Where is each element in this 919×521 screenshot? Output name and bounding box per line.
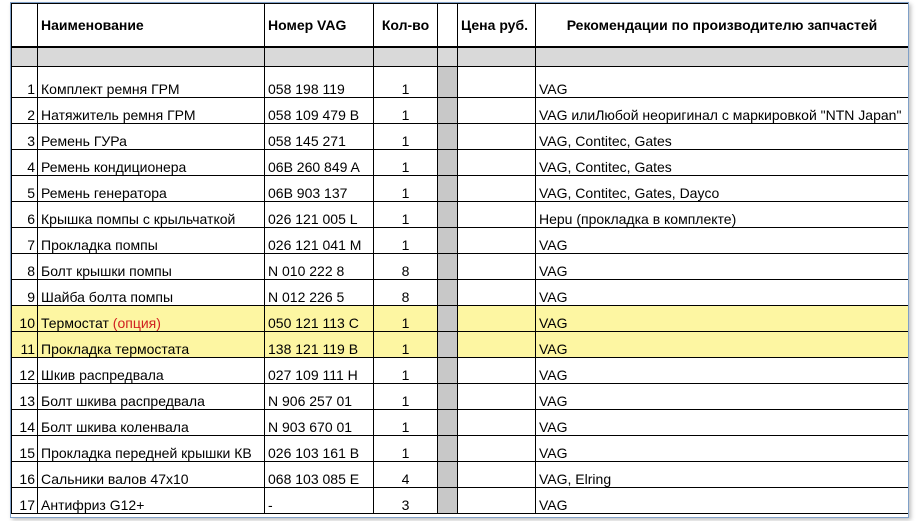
quantity: 8 xyxy=(374,254,438,280)
vag-number: 027 109 111 H xyxy=(265,358,374,384)
quantity: 1 xyxy=(374,202,438,228)
row-number: 15 xyxy=(12,436,38,462)
price-cell xyxy=(458,67,536,98)
row-number: 11 xyxy=(12,332,38,358)
gray-cell xyxy=(438,436,458,462)
vag-number: N 010 222 8 xyxy=(265,254,374,280)
gray-cell xyxy=(438,306,458,332)
gray-cell xyxy=(438,202,458,228)
recommendation: VAG xyxy=(536,67,909,98)
recommendation: Hepu (прокладка в комплекте) xyxy=(536,202,909,228)
vag-number: 06B 903 137 xyxy=(265,176,374,202)
table-row xyxy=(12,462,909,488)
gray-cell xyxy=(438,488,458,514)
price-cell xyxy=(458,384,536,410)
vag-number: - xyxy=(265,488,374,514)
price-cell xyxy=(458,176,536,202)
price-cell xyxy=(458,488,536,514)
part-name: Прокладка передней крышки КВ xyxy=(38,436,265,462)
row-number: 5 xyxy=(12,176,38,202)
part-name xyxy=(38,306,265,332)
header-index xyxy=(12,4,38,48)
recommendation: VAG xyxy=(536,332,909,358)
table-row xyxy=(12,124,909,150)
part-name: Натяжитель ремня ГРМ xyxy=(38,98,265,124)
row-number: 12 xyxy=(12,358,38,384)
quantity: 1 xyxy=(374,306,438,332)
part-name: Антифриз G12+ xyxy=(38,488,265,514)
table-row xyxy=(12,228,909,254)
gray-cell xyxy=(438,176,458,202)
vag-number: 026 121 005 L xyxy=(265,202,374,228)
quantity: 1 xyxy=(374,150,438,176)
quantity: 8 xyxy=(374,280,438,306)
spacer-row xyxy=(12,47,909,67)
row-number: 2 xyxy=(12,98,38,124)
table-row xyxy=(12,410,909,436)
recommendation: VAG xyxy=(536,358,909,384)
recommendation: VAG xyxy=(536,306,909,332)
recommendation: VAG xyxy=(536,228,909,254)
part-name: Болт шкива распредвала xyxy=(38,384,265,410)
price-cell xyxy=(458,150,536,176)
recommendation: VAG xyxy=(536,410,909,436)
quantity: 1 xyxy=(374,332,438,358)
price-cell xyxy=(458,98,536,124)
price-cell xyxy=(458,254,536,280)
header-qty: Кол-во xyxy=(374,4,438,48)
table-row xyxy=(12,150,909,176)
header-vag-number: Номер VAG xyxy=(265,4,374,48)
header-gray-column xyxy=(438,4,458,48)
row-number: 1 xyxy=(12,67,38,98)
vag-number: 138 121 119 B xyxy=(265,332,374,358)
recommendation: VAG, Contitec, Gates xyxy=(536,150,909,176)
table-row xyxy=(12,254,909,280)
row-number: 13 xyxy=(12,384,38,410)
price-cell xyxy=(458,462,536,488)
vag-number: 026 121 041 M xyxy=(265,228,374,254)
row-number: 3 xyxy=(12,124,38,150)
price-cell xyxy=(458,306,536,332)
table-row xyxy=(12,436,909,462)
row-number: 9 xyxy=(12,280,38,306)
price-cell xyxy=(458,228,536,254)
quantity: 1 xyxy=(374,410,438,436)
header-row xyxy=(12,4,909,48)
part-name: Ремень ГУРа xyxy=(38,124,265,150)
row-number: 14 xyxy=(12,410,38,436)
price-cell xyxy=(458,358,536,384)
part-name-text: Термостат xyxy=(41,315,113,331)
table-row xyxy=(12,176,909,202)
vag-number: N 903 670 01 xyxy=(265,410,374,436)
recommendation: VAG xyxy=(536,280,909,306)
gray-cell xyxy=(438,410,458,436)
option-note: (опция) xyxy=(112,315,161,331)
gray-cell xyxy=(438,254,458,280)
part-name: Прокладка термостата xyxy=(38,332,265,358)
part-name: Болт шкива коленвала xyxy=(38,410,265,436)
price-cell xyxy=(458,332,536,358)
part-name: Болт крышки помпы xyxy=(38,254,265,280)
vag-number: N 906 257 01 xyxy=(265,384,374,410)
price-cell xyxy=(458,436,536,462)
part-name: Сальники валов 47x10 xyxy=(38,462,265,488)
header-price: Цена руб. xyxy=(458,4,536,48)
gray-cell xyxy=(438,332,458,358)
table-row xyxy=(12,280,909,306)
recommendation: VAG, Contitec, Gates xyxy=(536,124,909,150)
row-number: 8 xyxy=(12,254,38,280)
row-number: 4 xyxy=(12,150,38,176)
quantity: 1 xyxy=(374,436,438,462)
spreadsheet-frame xyxy=(10,2,909,518)
table-row xyxy=(12,98,909,124)
table-row xyxy=(12,202,909,228)
gray-cell xyxy=(438,67,458,98)
price-cell xyxy=(458,124,536,150)
recommendation: VAG, Contitec, Gates, Dayco xyxy=(536,176,909,202)
table-row xyxy=(12,306,909,332)
parts-table xyxy=(11,3,909,514)
header-name: Наименование xyxy=(38,4,265,48)
quantity: 4 xyxy=(374,462,438,488)
gray-cell xyxy=(438,280,458,306)
quantity: 1 xyxy=(374,98,438,124)
gray-cell xyxy=(438,228,458,254)
quantity: 1 xyxy=(374,228,438,254)
table-row xyxy=(12,488,909,514)
part-name: Шайба болта помпы xyxy=(38,280,265,306)
price-cell xyxy=(458,410,536,436)
table-row xyxy=(12,332,909,358)
recommendation: VAG xyxy=(536,384,909,410)
vag-number: 026 103 161 B xyxy=(265,436,374,462)
quantity: 1 xyxy=(374,176,438,202)
part-name: Ремень кондиционера xyxy=(38,150,265,176)
price-cell xyxy=(458,280,536,306)
row-number: 17 xyxy=(12,488,38,514)
gray-cell xyxy=(438,98,458,124)
table-row xyxy=(12,67,909,98)
price-cell xyxy=(458,202,536,228)
vag-number: 058 198 119 xyxy=(265,67,374,98)
quantity: 1 xyxy=(374,124,438,150)
gray-cell xyxy=(438,384,458,410)
vag-number: N 012 226 5 xyxy=(265,280,374,306)
quantity: 1 xyxy=(374,67,438,98)
vag-number: 068 103 085 E xyxy=(265,462,374,488)
table-row xyxy=(12,384,909,410)
part-name: Шкив распредвала xyxy=(38,358,265,384)
part-name: Крышка помпы с крыльчаткой xyxy=(38,202,265,228)
gray-cell xyxy=(438,358,458,384)
quantity: 1 xyxy=(374,384,438,410)
part-name: Комплект ремня ГРМ xyxy=(38,67,265,98)
recommendation: VAG xyxy=(536,254,909,280)
quantity: 3 xyxy=(374,488,438,514)
row-number: 7 xyxy=(12,228,38,254)
header-recommendation: Рекомендации по производителю запчастей xyxy=(536,4,909,48)
part-name: Прокладка помпы xyxy=(38,228,265,254)
row-number: 16 xyxy=(12,462,38,488)
row-number: 10 xyxy=(12,306,38,332)
gray-cell xyxy=(438,150,458,176)
recommendation: VAG xyxy=(536,488,909,514)
quantity: 1 xyxy=(374,358,438,384)
recommendation: VAG, Elring xyxy=(536,462,909,488)
gray-cell xyxy=(438,124,458,150)
recommendation: VAG xyxy=(536,436,909,462)
vag-number: 058 109 479 B xyxy=(265,98,374,124)
vag-number: 06B 260 849 A xyxy=(265,150,374,176)
recommendation: VAG илиЛюбой неоригинал с маркировкой "NTN Japan" xyxy=(536,98,909,124)
gray-cell xyxy=(438,462,458,488)
vag-number: 058 145 271 xyxy=(265,124,374,150)
row-number: 6 xyxy=(12,202,38,228)
table-row xyxy=(12,358,909,384)
vag-number: 050 121 113 C xyxy=(265,306,374,332)
part-name: Ремень генератора xyxy=(38,176,265,202)
